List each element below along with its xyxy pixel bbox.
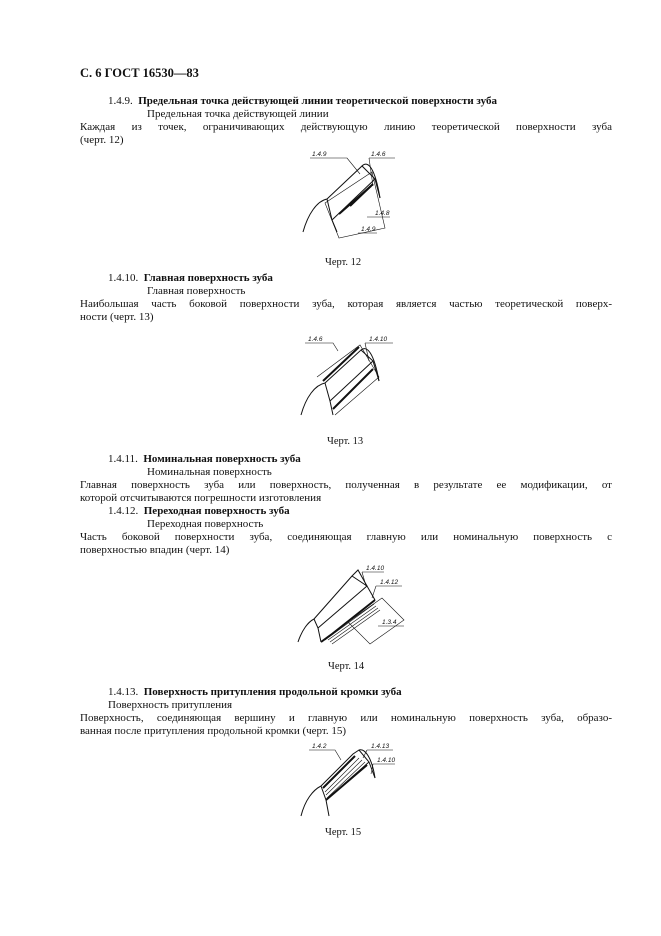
- section-1-4-9-definition-line1: Каждая из точек, ограничивающих действующую линию теоретической поверхности зуба: [80, 121, 612, 133]
- section-1-4-11-definition-line1: Главная поверхность зуба или поверхность, полученная в результате ее модификации, от: [80, 479, 612, 491]
- figure-14-caption: Черт. 14: [328, 661, 365, 672]
- section-1-4-9-short-term: Предельная точка действующей линии: [147, 108, 329, 120]
- fig15-label-1: 1.4.2: [312, 743, 327, 750]
- fig15-label-2: 1.4.13: [371, 743, 390, 750]
- fig12-label-1: 1.4.9: [312, 151, 327, 158]
- fig15-label-3: 1.4.10: [377, 757, 396, 764]
- section-1-4-13-definition-line2: ванная после притупления продольной кромки (черт. 15): [80, 725, 347, 737]
- section-1-4-10-heading: [108, 272, 273, 285]
- section-number: 1.4.10.: [108, 272, 139, 284]
- section-1-4-12-definition-line1: Часть боковой поверхности зуба, соединяющая главную или номинальную поверхность с: [80, 531, 612, 543]
- section-1-4-12-definition-line2: поверхностью впадин (черт. 14): [80, 544, 230, 556]
- section-1-4-11-short-term: Номинальная поверхность: [147, 466, 272, 478]
- section-number: 1.4.12.: [108, 505, 139, 517]
- section-title: Поверхность притупления продольной кромки зуба: [143, 686, 402, 698]
- fig14-label-2: 1.4.12: [380, 579, 399, 586]
- section-1-4-10-definition-line1: Наибольшая часть боковой поверхности зуба, которая является частью теоретической поверх-: [80, 298, 612, 310]
- fig12-label-3: 1.4.8: [375, 210, 390, 217]
- section-1-4-11-heading: [108, 453, 301, 466]
- section-1-4-12-short-term: Переходная поверхность: [147, 518, 264, 530]
- section-1-4-11-definition-line2: которой отсчитываются погрешности изготовления: [80, 492, 322, 504]
- fig13-label-1: 1.4.6: [308, 336, 323, 343]
- fig14-label-1: 1.4.10: [366, 565, 385, 572]
- figure-14-drawing: [292, 562, 417, 652]
- section-1-4-13-heading: [108, 686, 402, 699]
- figure-13-caption: Черт. 13: [327, 436, 364, 447]
- section-title: Главная поверхность зуба: [143, 272, 273, 284]
- fig12-label-4: 1.4.9: [361, 226, 376, 233]
- page-header: С. 6 ГОСТ 16530—83: [80, 66, 199, 80]
- figure-12-drawing: [295, 146, 405, 246]
- section-1-4-12-heading: [108, 505, 290, 518]
- figure-13-drawing: [295, 333, 405, 428]
- section-title: Переходная поверхность зуба: [143, 505, 290, 517]
- fig14-label-3: 1.3.4: [382, 619, 397, 626]
- figure-15-drawing: [295, 738, 405, 823]
- section-1-4-13-short-term: Поверхность притупления: [108, 699, 233, 711]
- section-number: 1.4.13.: [108, 686, 139, 698]
- section-1-4-10-short-term: Главная поверхность: [147, 285, 246, 297]
- section-title: Номинальная поверхность зуба: [143, 453, 301, 465]
- section-1-4-9-heading: [108, 95, 497, 108]
- section-number: 1.4.9.: [108, 95, 133, 107]
- fig13-label-2: 1.4.10: [369, 336, 388, 343]
- section-1-4-13-definition-line1: Поверхность, соединяющая вершину и главную или номинальную поверхность зуба, образо-: [80, 712, 612, 724]
- figure-12-caption: Черт. 12: [325, 257, 362, 268]
- section-number: 1.4.11.: [108, 453, 138, 465]
- fig12-label-2: 1.4.6: [371, 151, 386, 158]
- section-title: Предельная точка действующей линии теоретической поверхности зуба: [138, 95, 497, 107]
- figure-15-caption: Черт. 15: [325, 827, 362, 838]
- section-1-4-10-definition-line2: ности (черт. 13): [80, 311, 154, 323]
- section-1-4-9-definition-line2: (черт. 12): [80, 134, 124, 146]
